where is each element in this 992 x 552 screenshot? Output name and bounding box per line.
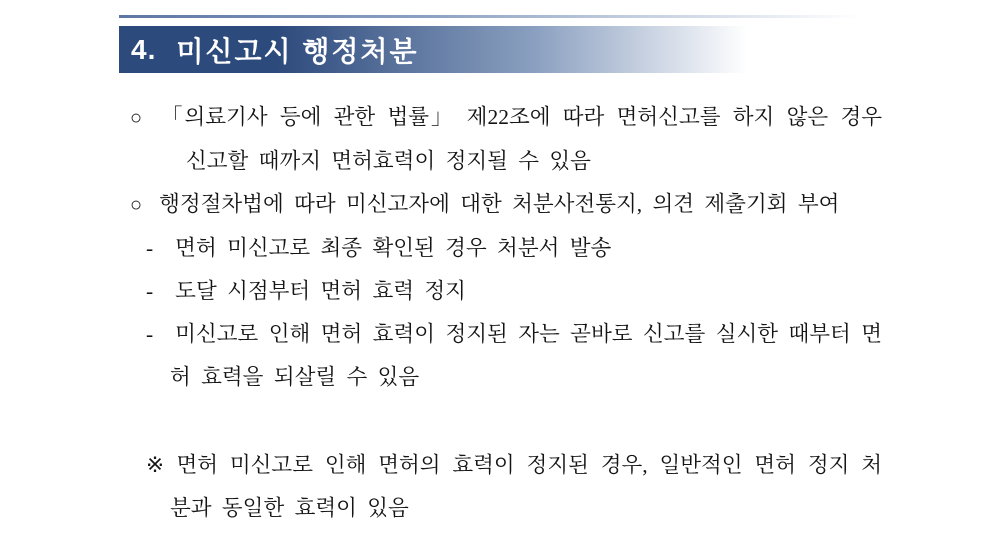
bullet-item <box>130 183 882 227</box>
dash-bullet-icon: - <box>146 236 154 260</box>
circle-bullet-icon: ○ <box>130 107 145 129</box>
body-content <box>130 96 882 530</box>
note-text: 면허 미신고로 인해 면허의 효력이 정지된 경우, 일반적인 면허 정지 처분과 동일한 효력이 있음 <box>170 453 882 520</box>
note-item <box>146 444 882 530</box>
sub-item-text: 도달 시점부터 면허 효력 정지 <box>175 279 466 303</box>
section-title: 미신고시 행정처분 <box>176 35 419 67</box>
accent-rule <box>119 15 992 18</box>
sub-item-text: 면허 미신고로 최종 확인된 경우 처분서 발송 <box>175 236 612 260</box>
sub-item <box>146 227 882 270</box>
sub-item-text: 미신고로 인해 면허 효력이 정지된 자는 곧바로 신고를 실시한 때부터 면허 효력을 되살릴 수 있음 <box>170 322 882 389</box>
bullet-item <box>130 96 882 183</box>
sub-item <box>146 313 882 399</box>
dash-bullet-icon: - <box>146 279 154 303</box>
circle-bullet-icon: ○ <box>130 194 143 216</box>
section-title-bar <box>119 26 992 73</box>
bullet-text: 「의료기사 등에 관한 법률」 제22조에 따라 면허신고를 하지 않은 경우 신고할 때까지 면허효력이 정지될 수 있음 <box>161 105 882 173</box>
section-number: 4. <box>131 33 157 65</box>
sub-item <box>146 270 882 313</box>
reference-mark-icon: ※ <box>146 453 166 477</box>
dash-bullet-icon: - <box>146 322 154 346</box>
bullet-text: 행정절차법에 따라 미신고자에 대한 처분사전통지, 의견 제출기회 부여 <box>159 192 840 216</box>
